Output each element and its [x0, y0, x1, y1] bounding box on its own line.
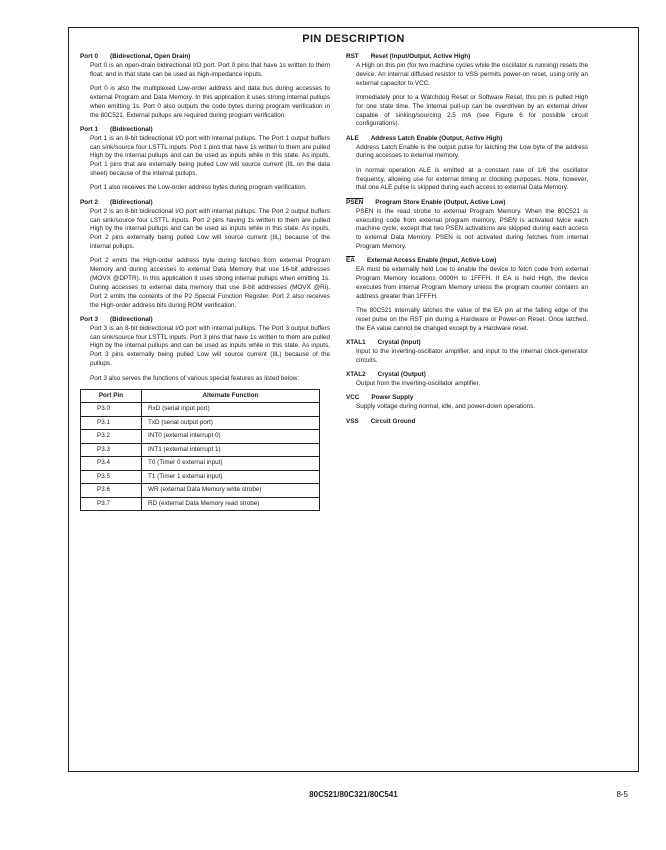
table-header-port-pin: Port Pin	[81, 389, 142, 403]
xtal2-heading: XTAL2 Crystal (Output)	[346, 371, 426, 379]
table-cell-pin: P3.2	[81, 430, 142, 444]
table-cell-function: RxD (serial input port)	[142, 403, 320, 417]
port2-heading: Port 2 (Bidirectional)	[80, 198, 153, 206]
port3-heading: Port 3 (Bidirectional)	[80, 315, 153, 323]
table-cell-pin: P3.0	[81, 403, 142, 417]
table-cell-pin: P3.7	[81, 497, 142, 511]
ea-para-2: The 80C521 internally latches the value of the EA pin at the falling edge of the reset pulse on the RST pin during a Hardware or Power-on Reset. Once latched, the EA value cannot be changed except by a Hardware reset.	[356, 307, 588, 332]
rst-para-1: A High on this pin (for two machine cycles while the oscillator is running) resets the device. An internal diffused resistor to VSS permits power-on reset, using only an external capacitor to VCC.	[356, 61, 589, 87]
xtal2-para-1: Output from the inverting-oscillator amplifier.	[356, 380, 481, 387]
page-title: PIN DESCRIPTION	[302, 33, 405, 45]
table-cell-function: INT1 (external interrupt 1)	[142, 443, 320, 457]
table-row	[81, 497, 320, 511]
table-cell-function: TxD (serial output port)	[142, 416, 320, 430]
ea-heading: $\overline{EA}$ External Access Enable (Input, Active Low)	[346, 257, 497, 265]
rst-para-2: Immediately prior to a Watchdog Reset or Software Reset, this pin is pulled High for one state time. The internal pull-up can be overdriven by an external driver capable of sinking/sourcing 2.5 mA (see Figure 6 for possible circuit configurations).	[356, 93, 588, 128]
footer-part-number: 80C521/80C321/80C541	[309, 790, 398, 799]
xtal1-heading: XTAL1 Crystal (Input)	[346, 339, 421, 347]
table-cell-function: WR (external Data Memory write strobe)	[142, 484, 320, 498]
ale-para-1: Address Latch Enable is the output pulse for latching the Low byte of the address during accesses to external memory.	[356, 143, 588, 160]
table-row	[81, 457, 320, 471]
port0-para-1: Port 0 is an open-drain bidirectional I/O port. Port 0 pins that have 1s written to them float, and in that state can be used as high-impedance inputs.	[90, 61, 330, 78]
ale-heading: ALE Address Latch Enable (Output, Active High)	[346, 134, 503, 142]
psen-para-1: PSEN is the read strobe to external Program Memory. When the 80C521 is executing code from external program memory, PSEN is activated twice each machine cycle, except that two PSEN activations are skipped during each access to external Data Memory. PSEN is not activated during fetches from internal Program Memory.	[356, 207, 588, 251]
table-cell-function: T1 (Timer 1 external input)	[142, 470, 320, 484]
port3-para-1: Port 3 is an 8-bit bidirectional I/O port with internal pullups. The Port 3 output buffers can sink/source four LSTTL inputs. Port 3 pins that have 1s written to them are pulled High by the internal pullups and can be used as inputs while in this state. As inputs, Port 3 pins externally being pulled Low will source current (IIL) because of the pullups.	[90, 324, 330, 368]
port0-heading: Port 0 (Bidirectional, Open Drain)	[80, 53, 191, 60]
table-row	[81, 403, 320, 417]
table-header-alt-function: Alternate Function	[142, 389, 320, 403]
port2-para-1: Port 2 is an 8-bit bidirectional I/O port with internal pullups. The Port 2 output buffers can sink/source four LSTTL inputs. Port 2 pins having 1s written to them are pulled High by the internal pullups and can be used as inputs while in this state. As inputs, Port 2 pins externally being pulled Low will source current (IIL) because of the internal pullups.	[90, 207, 330, 251]
port0-para-2: Port 0 is also the multiplexed Low-order address and data bus during accesses to external Program and Data Memory. In this application it uses strong internal pullups when emitting 1s. Port 0 also outputs the code bytes during program verification in the 80C521. External pullups are required during program verification.	[90, 85, 330, 119]
table-cell-pin: P3.4	[81, 457, 142, 471]
port3-para-2: Port 3 also serves the functions of various special features as listed below:	[90, 374, 300, 382]
xtal1-para-1: Input to the inverting-oscillator amplifier, and input to the internal clock-generator circuits.	[356, 347, 588, 364]
table-cell-pin: P3.1	[81, 416, 142, 430]
table-cell-pin: P3.3	[81, 443, 142, 457]
table-cell-pin: P3.6	[81, 484, 142, 498]
port3-alternate-function-table	[80, 389, 320, 512]
ale-para-2: In normal operation ALE is emitted at a constant rate of 1/6 the oscillator frequency, allowing use for external timing or clocking purposes. Note, however, that one ALE pulse is skipped during each access to external Data Memory.	[356, 166, 588, 192]
ea-para-1: EA must be externally held Low to enable the device to fetch code from external Program Memory locations 0000H to 1FFFH. If EA is held High, the device executes from internal Program Memory unless the program counter contains an address greater than 1FFFH.	[356, 266, 588, 300]
table-row	[81, 484, 320, 498]
table-cell-function: T0 (Timer 0 external input)	[142, 457, 320, 471]
vcc-para-1: Supply voltage during normal, idle, and power-down operations.	[356, 403, 536, 411]
port1-para-2: Port 1 also receives the Low-order address bytes during program verification.	[90, 184, 307, 192]
psen-heading: PSEN Program Store Enable (Output, Active Low)	[346, 198, 506, 206]
table-cell-pin: P3.5	[81, 470, 142, 484]
bottom-rule	[68, 771, 639, 772]
port1-heading: Port 1 (Bidirectional)	[80, 125, 153, 133]
table-cell-function: RD (external Data Memory read strobe)	[142, 497, 320, 511]
table-header-row	[81, 389, 320, 403]
footer-page-number: 8-5	[616, 790, 628, 799]
rst-heading: RST Reset (Input/Output, Active High)	[346, 53, 471, 60]
table-cell-function: INT0 (external interrupt 0)	[142, 430, 320, 444]
table-row	[81, 416, 320, 430]
vss-heading: VSS Circuit Ground	[346, 417, 416, 425]
vcc-heading: VCC Power Supply	[346, 394, 414, 402]
table-row	[81, 470, 320, 484]
port1-para-1: Port 1 is an 8-bit bidirectional I/O port with internal pullups. The Port 1 output buffers can sink/source four LSTTL inputs. Port 1 pins that have 1s written to them are pulled High by the internal pullups and can be used as inputs while in this state. As inputs, Port 1 pins that are externally being pulled Low will source current (IIL on the data sheet) because of the internal pullups.	[90, 134, 330, 178]
table-row	[81, 430, 320, 444]
port2-para-2: Port 2 emits the High-order address byte during fetches from external Program Memory and during accesses to external Data Memory that use 16-bit addresses (MOVX @DPTR). In this application it uses strong internal pullups when emitting 1s. During accesses to external data memory that use 8-bit addresses (MOVX @Ri), Port 2 emits the contents of the P2 Special Function Register. Port 2 also receives the High-order address bits during ROM verification.	[90, 257, 330, 309]
table-row	[81, 443, 320, 457]
left-column	[80, 53, 330, 511]
right-column	[346, 53, 588, 426]
